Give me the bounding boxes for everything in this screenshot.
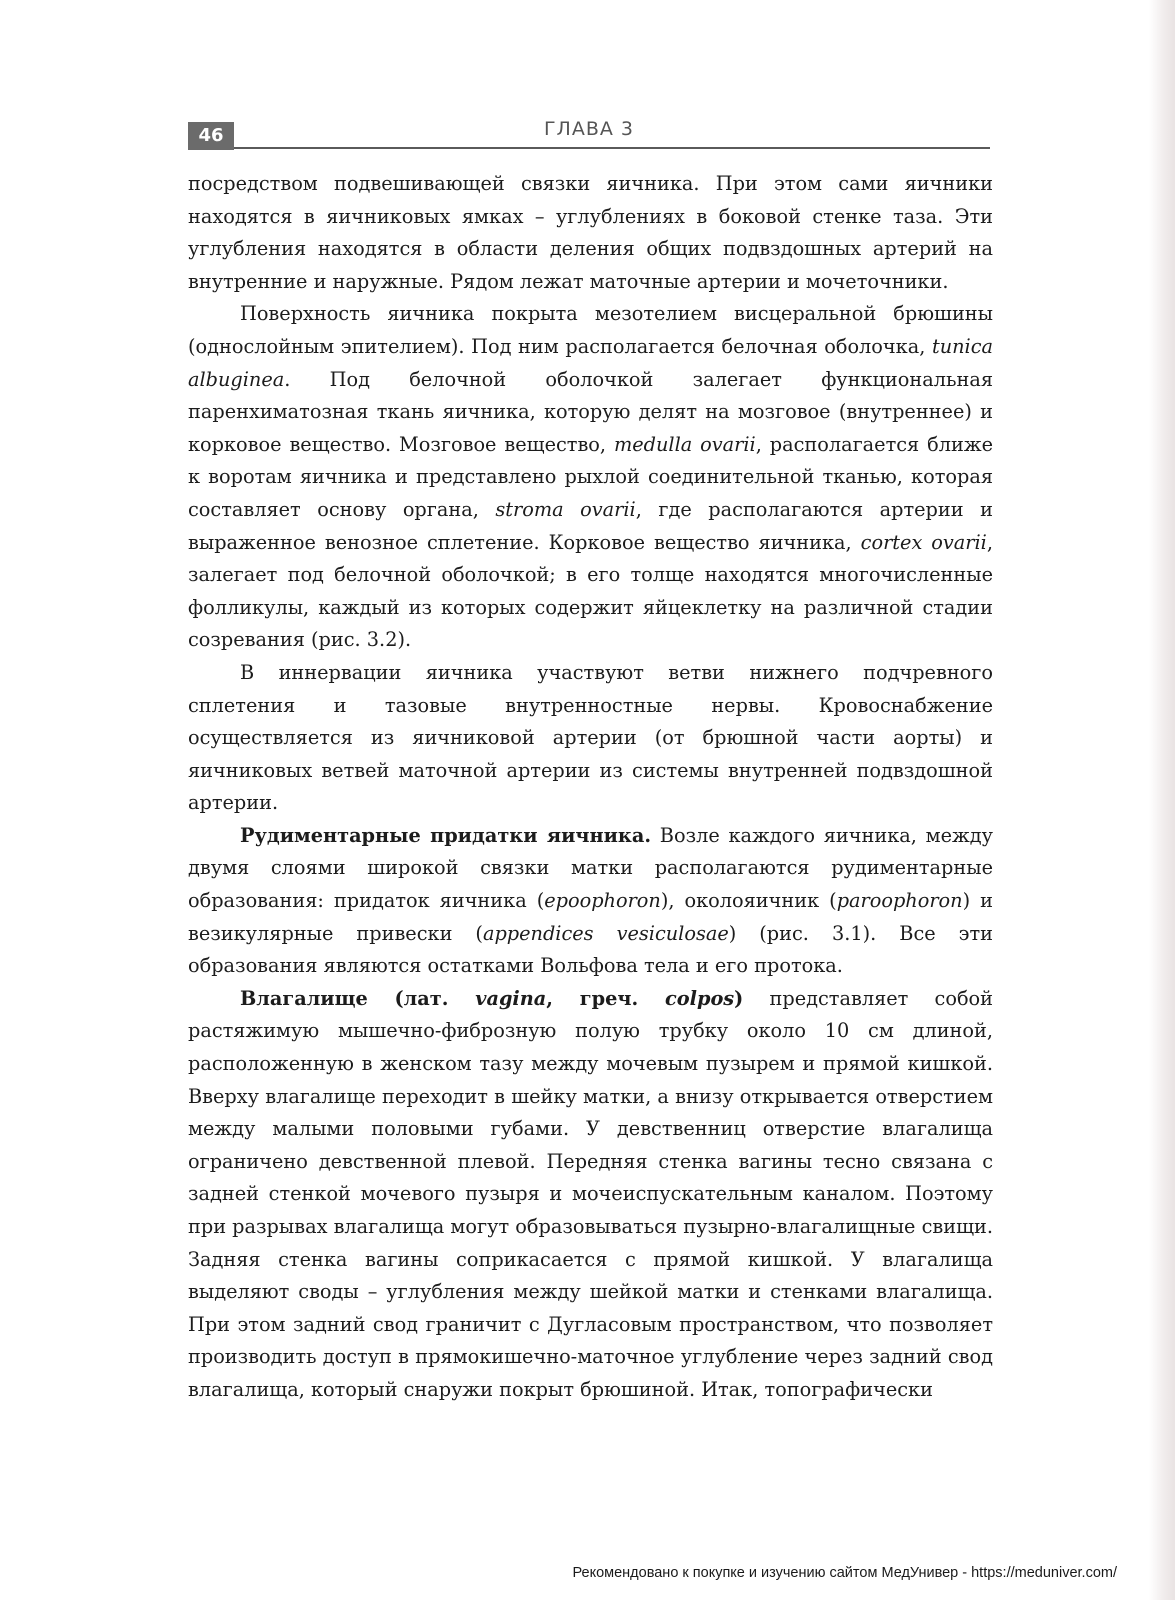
text-run: , залегает под белочной оболочкой; в его толще находятся многочисленные фолликулы, каждый из которых содержит яйцеклетку на различной стадии созревания (рис. 3.2). <box>188 530 993 652</box>
latin-term: epoophoron <box>544 889 661 913</box>
latin-term: tunica albuginea <box>188 334 993 391</box>
bold-term: , греч. <box>546 986 666 1010</box>
bold-term: Влагалище (лат. <box>240 986 476 1010</box>
text-run: ), околояичник ( <box>660 889 837 913</box>
page-number: 46 <box>188 122 234 150</box>
text-run: , где располагаются артерии и выраженное венозное сплетение. Корковое вещество яичника, <box>188 497 993 554</box>
bold-latin-term: colpos <box>665 986 735 1010</box>
bold-term: ) <box>734 986 744 1010</box>
footer-recommendation: Рекомендовано к покупке и изучению сайтом МедУнивер - https://meduniver.com/ <box>572 1565 1117 1581</box>
paragraph-vagina <box>188 983 993 1407</box>
latin-term: appendices vesiculosae <box>482 921 729 945</box>
text-run: ) (рис. 3.1). Все эти образования являются остатками Вольфова тела и его протока. <box>188 921 993 978</box>
page-edge-shadow <box>1149 0 1175 1600</box>
latin-term: medulla ovarii <box>613 432 756 456</box>
chapter-title: ГЛАВА 3 <box>543 118 635 140</box>
text-run: В иннервации яичника участвуют ветви нижнего подчревного сплетения и тазовые внутренностные нервы. Кровоснабжение осуществляется из яичниковой артерии (от брюшной части аорты) и яичниковых ветвей маточной артерии из системы внутренней подвздошной артерии. <box>188 660 993 815</box>
page-header <box>188 118 990 150</box>
text-run: ) и везикулярные привески ( <box>188 889 993 945</box>
text-run: Возле каждого яичника, между двумя слоями широкой связки матки располагаются рудиментарные образования: придаток яичника ( <box>188 823 993 913</box>
text-run: . Под белочной оболочкой залегает функциональная паренхиматозная ткань яичника, которую делят на мозговое (внутреннее) и корковое вещество. Мозговое вещество, <box>188 367 993 456</box>
latin-term: paroophoron <box>836 889 963 913</box>
paragraph-rudimentary-appendages <box>188 820 993 983</box>
text-run: , располагается ближе к воротам яичника и представлено рыхлой соединительной тканью, которая составляет основу органа, <box>188 432 993 521</box>
text-run: Поверхность яичника покрыта мезотелием висцеральной брюшины (однослойным эпителием). Под ним располагается белочная оболочка, <box>188 302 993 358</box>
paragraph-suspensory-ligament <box>188 168 993 298</box>
text-run: представляет собой растяжимую мышечно-фиброзную полую трубку около 10 см длиной, расположенную в женском тазу между мочевым пузырем и прямой кишкой. Вверху влагалище переходит в шейку матки, а внизу открывается отверстием между малыми половыми губами. У девственниц отверстие влагалища ограничено девственной плевой. Передняя стенка вагины тесно связана с задней стенкой мочевого пузыря и мочеиспускательным каналом. Поэтому при разрывах влагалища могут образовываться пузырно-влагалищные свищи. Задняя стенка вагины соприкасается с прямой кишкой. У влагалища выделяют своды – углубления между шейкой матки и стенками влагалища. При этом задний свод граничит с Дугласовым пространством, что позволяет производить доступ в прямокишечно-маточное углубление через задний свод влагалища, который снаружи покрыт брюшиной. Итак, топографически <box>188 986 994 1401</box>
paragraph-ovary-surface <box>188 298 993 657</box>
latin-term: cortex ovarii <box>860 530 987 554</box>
paragraph-innervation <box>188 657 993 820</box>
bold-term: Рудиментарные придатки яичника. <box>240 823 652 847</box>
bold-latin-term: vagina <box>475 986 547 1010</box>
header-rule <box>234 147 990 149</box>
body-text <box>188 168 993 1407</box>
text-run: посредством подвешивающей связки яичника. При этом сами яичники находятся в яичниковых ямках – углублениях в боковой стенке таза. Эти углубления находятся в области деления общих подвздошных артерий на внутренние и наружные. Рядом лежат маточные артерии и мочеточники. <box>188 172 993 293</box>
latin-term: stroma ovarii <box>495 497 636 521</box>
